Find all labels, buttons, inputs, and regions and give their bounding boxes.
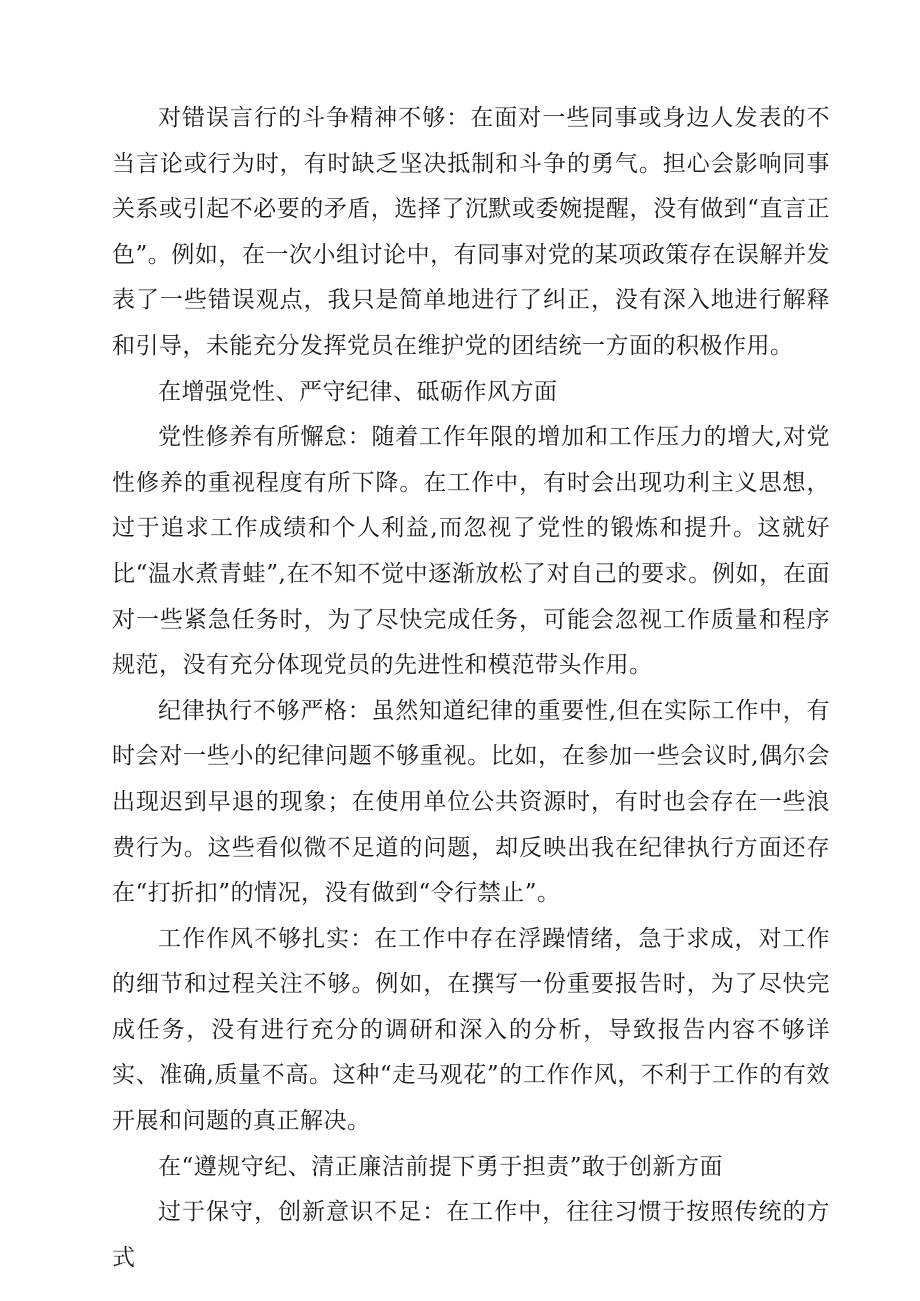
paragraph-discipline: 纪律执行不够严格：虽然知道纪律的重要性,但在实际工作中，有时会对一些小的纪律问题不够重视。比如，在参加一些会议时,偶尔会出现迟到早退的现象；在使用单位公共资源时，有时也会存在一些浪费行为。这些看似微不足道的问题，却反映出我在纪律执行方面还存在“打折扣”的情况，没有做到“令行禁止”。 [112,697,830,907]
paragraph-work-style: 工作作风不够扎实：在工作中存在浮躁情绪，急于求成，对工作的细节和过程关注不够。例如，在撰写一份重要报告时，为了尽快完成任务，没有进行充分的调研和深入的分析，导致报告内容不够详实、准确,质量不高。这种“走马观花”的工作作风，不利于工作的有效开展和问题的真正解决。 [112,925,830,1135]
paragraph-struggle-spirit: 对错误言行的斗争精神不够：在面对一些同事或身边人发表的不当言论或行为时，有时缺乏坚决抵制和斗争的勇气。担心会影响同事关系或引起不必要的矛盾，选择了沉默或委婉提醒，没有做到“直言正色”。例如，在一次小组讨论中，有同事对党的某项政策存在误解并发表了一些错误观点，我只是简单地进行了纠正，没有深入地进行解释和引导，未能充分发挥党员在维护党的团结统一方面的积极作用。 [112,105,830,359]
paragraph-party-cultivation: 党性修养有所懈怠：随着工作年限的增加和工作压力的增大,对党性修养的重视程度有所下降。在工作中，有时会出现功利主义思想，过于追求工作成绩和个人利益,而忽视了党性的锻炼和提升。这就好比“温水煮青蛙”,在不知不觉中逐渐放松了对自己的要求。例如，在面对一些紧急任务时，为了尽快完成任务，可能会忽视工作质量和程序规范，没有充分体现党员的先进性和模范带头作用。 [112,424,830,679]
paragraph-conservative: 过于保守，创新意识不足：在工作中，往往习惯于按照传统的方式 [112,1199,830,1271]
document-body [112,96,830,1281]
section-heading-innovation: 在“遵规守纪、清正廉洁前提下勇于担责”敢于创新方面 [158,1153,724,1180]
section-heading-party-spirit: 在增强党性、严守纪律、砥砺作风方面 [158,378,558,405]
